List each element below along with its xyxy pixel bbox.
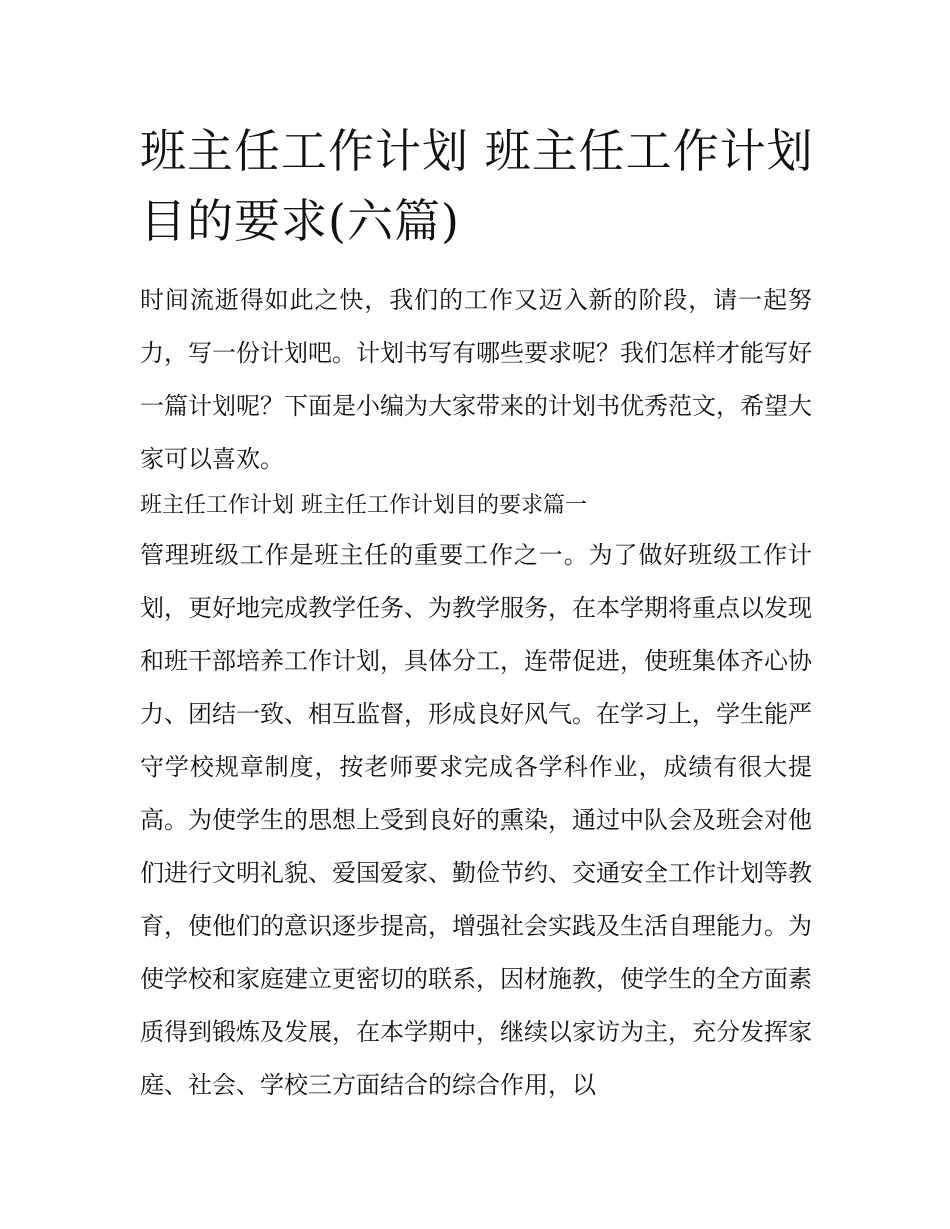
document-title: 班主任工作计划 班主任工作计划目的要求(六篇) (140, 124, 814, 248)
section-paragraph: 管理班级工作是班主任的重要工作之一。为了做好班级工作计划，更好地完成教学任务、为教学服务，在本学期将重点以发现和班干部培养工作计划，具体分工，连带促进，使班集体齐心协力、团结一致、相互监督，形成良好风气。在学习上，学生能严守学校规章制度，按老师要求完成各学科作业，成绩有很大提高。为使学生的思想上受到良好的熏染，通过中队会及班会对他们进行文明礼貌、爱国爱家、勤俭节约、交通安全工作计划等教育，使他们的意识逐步提高，增强社会实践及生活自理能力。为使学校和家庭建立更密切的联系，因材施教，使学生的全方面素质得到锻炼及发展，在本学期中，继续以家访为主，充分发挥家庭、社会、学校三方面结合的综合作用，以 (140, 541, 812, 1099)
intro-paragraph: 时间流逝得如此之快，我们的工作又迈入新的阶段，请一起努力，写一份计划吧。计划书写有哪些要求呢？我们怎样才能写好一篇计划呢？下面是小编为大家带来的计划书优秀范文，希望大家可以喜欢。 (140, 286, 812, 473)
section-heading: 班主任工作计划 班主任工作计划目的要求篇一 (140, 493, 587, 518)
